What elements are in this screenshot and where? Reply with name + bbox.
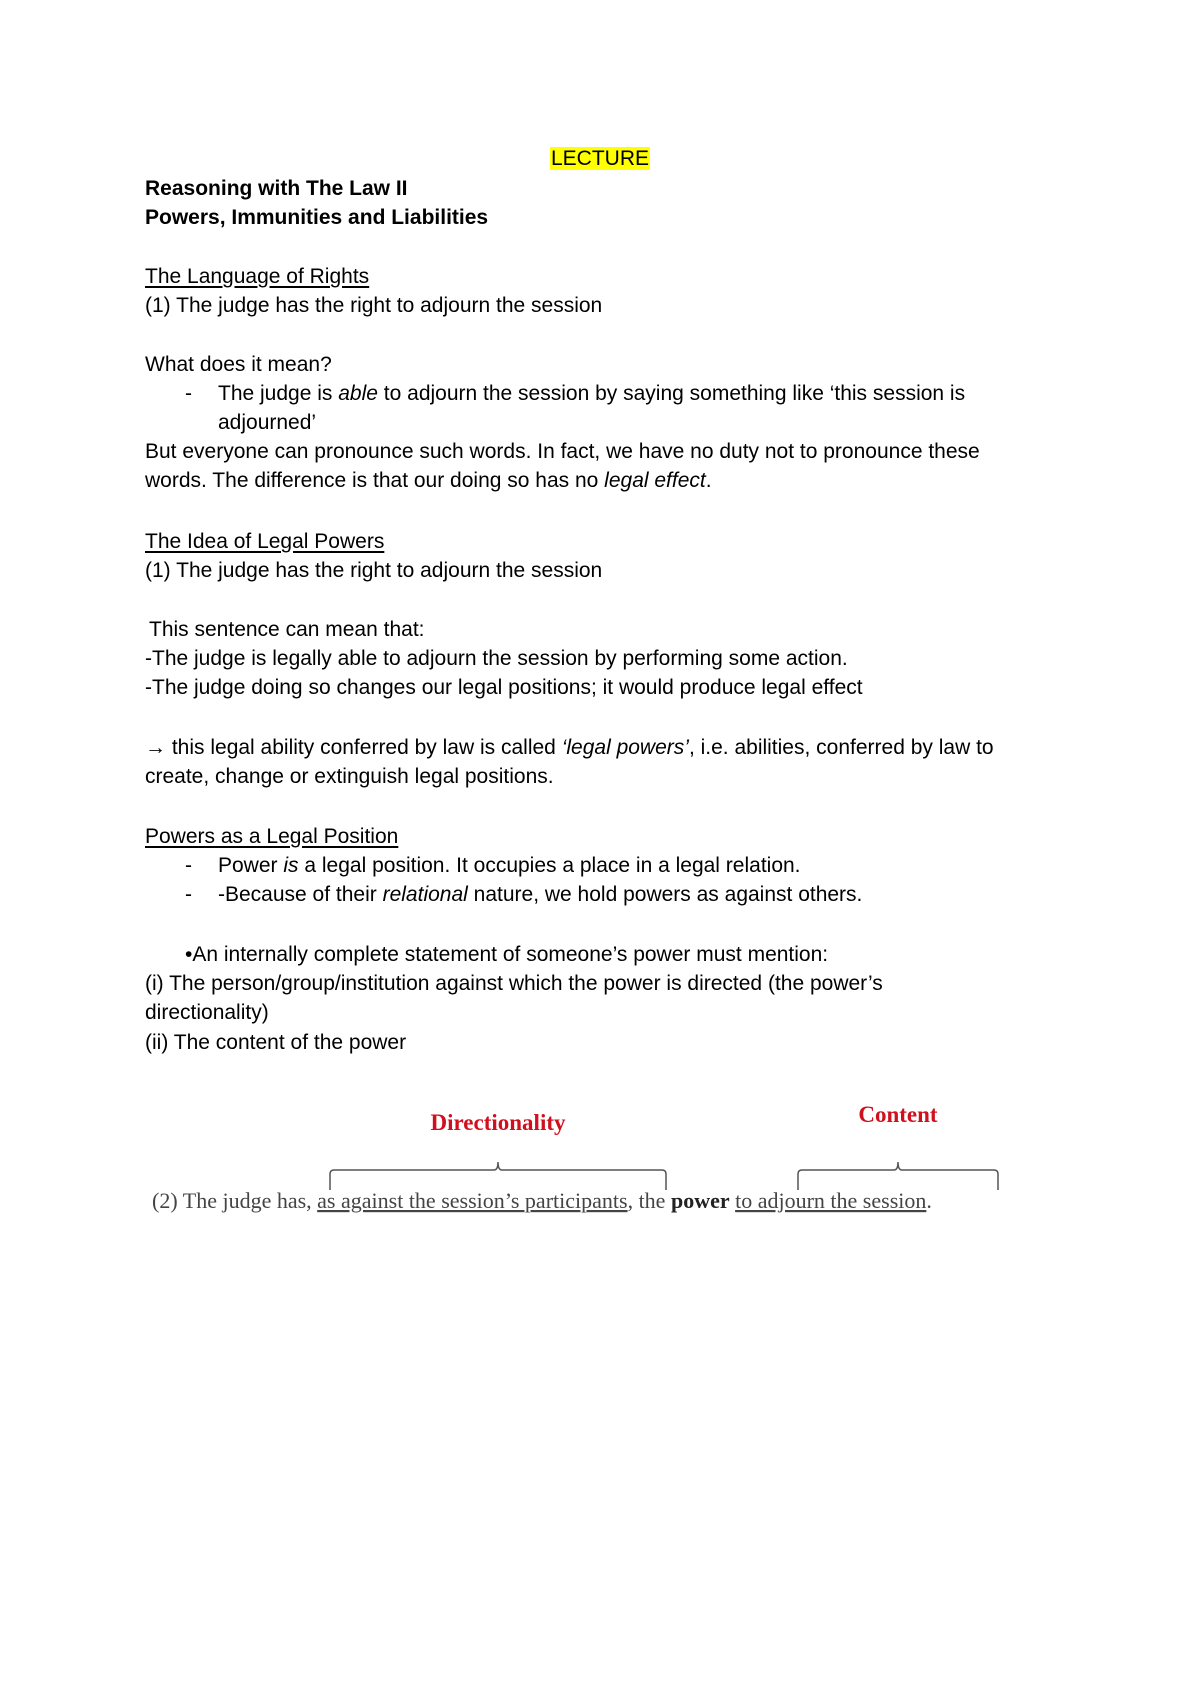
- lecture-label: LECTURE: [550, 147, 650, 170]
- text-span: .: [705, 469, 712, 492]
- text-span: Power: [218, 854, 284, 877]
- label-content: Content: [858, 1102, 938, 1127]
- text-span: , the: [627, 1188, 671, 1213]
- emphasis-is: is: [283, 854, 299, 877]
- point-line: -The judge is legally able to adjourn the session by performing some action.: [145, 647, 848, 670]
- text-span: The judge is: [218, 382, 339, 405]
- text-span: to adjourn the session by saying something like ‘this session is: [377, 382, 966, 405]
- example-sentence-1: (1) The judge has the right to adjourn the session: [145, 294, 603, 317]
- point-line: -The judge doing so changes our legal positions; it would produce legal effect: [145, 676, 863, 699]
- requirement-line: (ii) The content of the power: [145, 1031, 407, 1054]
- label-directionality: Directionality: [430, 1110, 566, 1135]
- text-span: this legal ability conferred by law is called: [166, 736, 562, 759]
- header-line: [0, 146, 1200, 172]
- directionality-phrase: as against the session’s participants: [317, 1188, 628, 1213]
- bullet-continuation: adjourned’: [218, 411, 317, 434]
- list-item: [218, 882, 862, 908]
- course-title: Reasoning with The Law II: [145, 177, 408, 200]
- example-sentence-2: [152, 1188, 932, 1213]
- question-text: What does it mean?: [145, 353, 332, 376]
- emphasis-legal-powers: ‘legal powers’: [561, 736, 689, 759]
- requirement-continuation: directionality): [145, 1001, 269, 1024]
- text-span: words. The difference is that our doing so has no: [145, 469, 605, 492]
- bullet-text: [218, 381, 965, 407]
- bullet-dash: -: [185, 854, 192, 877]
- text-span: -Because of their: [218, 883, 383, 906]
- text-span: , i.e. abilities, conferred by law to: [688, 736, 994, 759]
- paragraph-line: [145, 468, 712, 494]
- paragraph-line: But everyone can pronounce such words. In fact, we have no duty not to pronounce these: [145, 440, 980, 463]
- section-heading-legal-powers: The Idea of Legal Powers: [145, 530, 385, 553]
- text-span: (2) The judge has,: [152, 1188, 318, 1213]
- section-heading-language-of-rights: The Language of Rights: [145, 265, 370, 288]
- text-span: a legal position. It occupies a place in a legal relation.: [298, 854, 801, 877]
- conclusion-continuation: create, change or extinguish legal positions.: [145, 765, 554, 788]
- brace-directionality: [330, 1162, 666, 1190]
- statement-line: •An internally complete statement of someone’s power must mention:: [185, 943, 829, 966]
- brace-content: [798, 1162, 998, 1190]
- intro-text: This sentence can mean that:: [149, 618, 425, 641]
- text-span: nature, we hold powers as against others.: [467, 883, 863, 906]
- bullet-dash: -: [185, 382, 192, 405]
- power-word: power: [670, 1188, 730, 1213]
- section-heading-powers-legal-position: Powers as a Legal Position: [145, 825, 399, 848]
- example-sentence-1-repeat: (1) The judge has the right to adjourn the session: [145, 559, 603, 582]
- content-phrase: to adjourn the session: [735, 1188, 927, 1213]
- emphasis-legal-effect: legal effect: [604, 469, 706, 492]
- list-item: [218, 853, 801, 879]
- arrow-icon: →: [145, 736, 166, 759]
- conclusion-line: [145, 735, 994, 761]
- emphasis-relational: relational: [382, 883, 468, 906]
- directionality-content-figure: [140, 1090, 1020, 1230]
- emphasis-able: able: [338, 382, 378, 405]
- bullet-dash: -: [185, 883, 192, 906]
- text-span: .: [926, 1188, 932, 1213]
- requirement-line: (i) The person/group/institution against which the power is directed (the power’s: [145, 972, 883, 995]
- lecture-topic: Powers, Immunities and Liabilities: [145, 206, 489, 229]
